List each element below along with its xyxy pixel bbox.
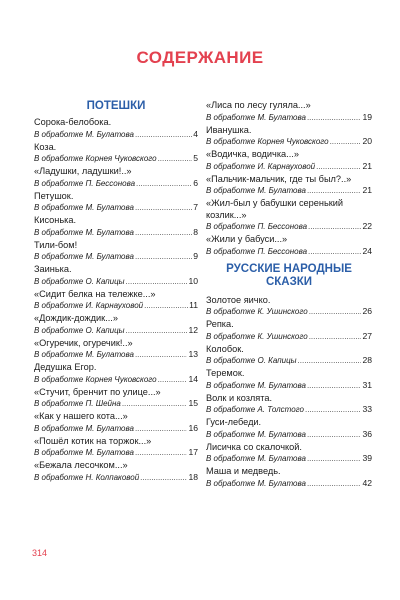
toc-entry-adaptation: В обработке П. Бессонова: [206, 246, 308, 256]
toc-entry-adaptation: В обработке М. Булатова: [206, 380, 306, 390]
toc-entry-page: 8: [193, 226, 198, 237]
toc-entry: [206, 174, 372, 197]
toc-entry-line: [34, 202, 198, 213]
toc-entry-page: 19: [362, 111, 372, 122]
toc-entry-page: 31: [362, 379, 372, 390]
toc-entry-title: «Дождик-дождик...»: [34, 313, 118, 323]
toc-leader-dots: [316, 161, 361, 172]
toc-entry-page: 17: [188, 447, 198, 457]
toc-leader-dots: [330, 136, 362, 147]
toc-entry-title: Сорока-белобока.: [34, 117, 112, 127]
toc-leader-dots: [309, 306, 362, 317]
toc-entry: [34, 313, 198, 336]
toc-entry-line: [206, 453, 372, 464]
toc-entry-title: «Лиса по лесу гуляла...»: [206, 100, 311, 110]
toc-entry-page: 21: [362, 160, 372, 171]
toc-entry-title: Иванушка.: [206, 124, 252, 135]
toc-entry-title: Лисичка со скалочкой.: [206, 441, 302, 452]
page-title: СОДЕРЖАНИЕ: [136, 48, 264, 67]
page-number: 314: [32, 548, 48, 558]
toc-entry-adaptation: В обработке И. Карнауховой: [34, 301, 144, 310]
toc-entry: [206, 100, 372, 123]
toc-entry-line: [206, 185, 372, 196]
toc-entry: [206, 442, 372, 465]
toc-entry-page: 20: [362, 136, 372, 146]
toc-entry-title: Кисонька.: [34, 215, 77, 225]
toc-entry-adaptation: В обработке М. Булатова: [34, 423, 134, 433]
toc-leader-dots: [135, 423, 187, 434]
toc-entry: [34, 338, 198, 361]
toc-entry-adaptation: В обработке М. Булатова: [206, 429, 306, 439]
toc-entry-title: «Водичка, водичка...»: [206, 149, 299, 159]
toc-entry-page: 15: [188, 398, 198, 408]
toc-entry: [206, 295, 372, 318]
toc-entry-adaptation: В обработке И. Карнауховой: [206, 161, 316, 171]
toc-entry-line: [34, 349, 198, 360]
toc-entry-page: 27: [362, 330, 372, 341]
toc-entry: [34, 387, 198, 410]
toc-leader-dots: [307, 429, 361, 440]
toc-entry: [34, 215, 198, 238]
toc-leader-dots: [126, 325, 188, 336]
toc-entry-page: 10: [188, 275, 198, 286]
toc-entry-adaptation: В обработке Н. Колпаковой: [34, 472, 140, 482]
toc-entry-title: Заинька.: [34, 264, 72, 274]
toc-entry-title: Дедушка Егор.: [34, 362, 97, 372]
toc-leader-dots: [136, 178, 192, 189]
toc-entry-adaptation: В обработке Корнея Чуковского: [34, 374, 157, 384]
right-entries-bottom-list: [206, 295, 372, 489]
toc-leader-dots: [158, 374, 188, 385]
toc-leader-dots: [135, 349, 187, 360]
toc-entry-page: 39: [362, 453, 372, 463]
toc-entry-adaptation: В обработке М. Булатова: [34, 203, 134, 212]
toc-entry: [206, 368, 372, 391]
toc-leader-dots: [135, 251, 192, 262]
toc-entry: [206, 393, 372, 416]
toc-entry-adaptation: В обработке К. Ушинского: [206, 331, 308, 341]
toc-entry-page: 16: [188, 422, 198, 433]
toc-entry-line: [206, 404, 372, 415]
toc-entry: [206, 234, 372, 257]
toc-entry: [34, 289, 198, 312]
toc-leader-dots: [135, 447, 187, 458]
section-heading-skazki: РУССКИЕ НАРОДНЫЕ СКАЗКИ: [226, 262, 352, 288]
toc-entry-page: 22: [362, 221, 372, 231]
toc-entry-page: 9: [193, 251, 198, 261]
toc-leader-dots: [140, 472, 187, 483]
section-heading-poteshki: ПОТЕШКИ: [86, 100, 146, 112]
toc-entry-line: [206, 112, 372, 123]
toc-entry-title: «Как у нашего кота...»: [34, 411, 128, 421]
toc-entry-title: Коза.: [34, 141, 57, 152]
toc-entry-title: «Пошёл котик на торжок...»: [34, 435, 152, 446]
toc-leader-dots: [122, 398, 188, 409]
toc-entry-adaptation: В обработке М. Булатова: [34, 448, 134, 457]
toc-entry-title: «Стучит, бренчит по улице...»: [34, 386, 161, 397]
toc-leader-dots: [307, 380, 361, 391]
toc-entry: [34, 362, 198, 385]
toc-entry-adaptation: В обработке М. Булатова: [206, 454, 306, 463]
toc-entry-page: 11: [189, 300, 198, 310]
toc-entry-page: 26: [362, 306, 372, 316]
toc-entry: [34, 191, 198, 214]
toc-entry-line: [34, 227, 198, 238]
toc-entry-page: 33: [362, 404, 372, 414]
toc-leader-dots: [158, 153, 193, 164]
toc-leader-dots: [308, 221, 361, 232]
toc-entry-adaptation: В обработке П. Шейна: [34, 399, 121, 408]
toc-entry-adaptation: В обработке О. Капицы: [34, 276, 125, 286]
toc-entry-adaptation: В обработке П. Бессонова: [34, 178, 136, 188]
toc-entry: [34, 166, 198, 189]
toc-entry: [206, 466, 372, 489]
toc-entry-line: [34, 276, 198, 287]
toc-entry-line: [206, 161, 372, 172]
toc-entry-line: [34, 325, 198, 336]
toc-entry-page: 14: [188, 373, 198, 384]
toc-entry-line: [34, 251, 198, 262]
toc-entry-line: [34, 447, 198, 458]
toc-entry: [34, 436, 198, 459]
toc-entry: [34, 142, 198, 165]
toc-entry-page: 36: [362, 428, 372, 439]
toc-entry: [34, 264, 198, 287]
toc-entry-line: [34, 374, 198, 385]
toc-entry-title: Волк и козлята.: [206, 392, 272, 403]
toc-leader-dots: [298, 355, 362, 366]
toc-entry-title: Золотое яичко.: [206, 294, 271, 305]
toc-entry-adaptation: В обработке М. Булатова: [206, 186, 306, 195]
toc-entry-page: 7: [193, 202, 198, 212]
toc-entry-adaptation: В обработке Корнея Чуковского: [34, 154, 157, 163]
toc-entry-title: «Бежала лесочком...»: [34, 460, 128, 470]
toc-entry-line: [34, 178, 198, 189]
toc-entry-page: 21: [362, 185, 372, 195]
toc-entry-title: «Ладушки, ладушки!..»: [34, 166, 132, 176]
toc-entry-adaptation: В обработке М. Булатова: [206, 478, 306, 488]
toc-entry: [206, 417, 372, 440]
toc-entry-line: [206, 331, 372, 342]
right-column: [206, 100, 372, 491]
toc-entry: [206, 149, 372, 172]
toc-entry-page: 13: [188, 349, 198, 359]
toc-leader-dots: [135, 227, 192, 238]
toc-entry-adaptation: В обработке М. Булатова: [34, 129, 134, 139]
toc-leader-dots: [126, 276, 188, 287]
toc-entry-title: Петушок.: [34, 190, 74, 201]
toc-entry-line: [34, 398, 198, 409]
toc-leader-dots: [309, 331, 362, 342]
toc-entry: [206, 125, 372, 148]
toc-entry-line: [34, 300, 198, 311]
toc-entry-page: 24: [362, 245, 372, 256]
toc-entry-line: [34, 129, 198, 140]
toc-leader-dots: [307, 185, 361, 196]
left-entries-list: [34, 117, 198, 483]
toc-leader-dots: [135, 129, 192, 140]
toc-entry-adaptation: В обработке А. Толстого: [206, 405, 304, 414]
toc-leader-dots: [308, 246, 361, 257]
toc-entry-title: Репка.: [206, 319, 234, 329]
toc-leader-dots: [144, 300, 188, 311]
toc-entry-line: [206, 136, 372, 147]
toc-entry-adaptation: В обработке М. Булатова: [206, 112, 306, 122]
toc-leader-dots: [305, 404, 361, 415]
toc-leader-dots: [135, 202, 192, 213]
left-column: [34, 100, 198, 485]
toc-entry-title: Теремок.: [206, 368, 245, 378]
toc-entry-title: «Жил-был у бабушки серенький козлик...»: [206, 198, 344, 220]
toc-entry-line: [206, 380, 372, 391]
toc-entry-page: 18: [188, 471, 198, 482]
toc-entry: [34, 240, 198, 263]
toc-entry-adaptation: В обработке М. Булатова: [34, 252, 134, 261]
toc-entry-page: 28: [362, 355, 372, 365]
toc-leader-dots: [307, 112, 361, 123]
toc-entry-title: «Жили у бабуси...»: [206, 234, 288, 244]
toc-entry-line: [206, 478, 372, 489]
toc-entry-line: [206, 246, 372, 257]
toc-entry-title: «Огуречик, огуречик!..»: [34, 337, 133, 348]
toc-entry-line: [34, 423, 198, 434]
toc-entry-title: «Пальчик-мальчик, где ты был?..»: [206, 173, 352, 184]
toc-entry-page: 4: [193, 128, 198, 139]
toc-entry-adaptation: В обработке П. Бессонова: [206, 222, 308, 231]
toc-entry: [34, 117, 198, 140]
toc-entry-line: [206, 355, 372, 366]
toc-entry-line: [34, 472, 198, 483]
toc-entry-line: [34, 153, 198, 164]
toc-leader-dots: [307, 453, 361, 464]
toc-entry-adaptation: В обработке Корнея Чуковского: [206, 137, 329, 146]
toc-entry-adaptation: В обработке О. Капицы: [34, 325, 125, 335]
toc-entry: [206, 344, 372, 367]
toc-entry: [34, 460, 198, 483]
toc-entry-adaptation: В обработке О. Капицы: [206, 356, 297, 365]
toc-entry-page: 6: [193, 177, 198, 188]
toc-entry-adaptation: В обработке М. Булатова: [34, 350, 134, 359]
toc-entry-line: [206, 221, 372, 232]
toc-entry-adaptation: В обработке М. Булатова: [34, 227, 134, 237]
toc-leader-dots: [307, 478, 361, 489]
right-entries-top-list: [206, 100, 372, 257]
toc-entry-title: Тили-бом!: [34, 239, 78, 250]
toc-entry-line: [206, 429, 372, 440]
toc-entry-page: 5: [193, 153, 198, 163]
toc-entry: [206, 319, 372, 342]
toc-entry: [34, 411, 198, 434]
toc-entry-page: 42: [362, 477, 372, 488]
toc-entry-adaptation: В обработке К. Ушинского: [206, 307, 308, 316]
toc-entry-title: Гуси-лебеди.: [206, 417, 262, 427]
toc-entry-page: 12: [188, 324, 198, 335]
toc-entry: [206, 198, 372, 232]
toc-entry-title: Маша и медведь.: [206, 466, 281, 476]
toc-entry-title: Колобок.: [206, 343, 244, 354]
toc-entry-title: «Сидит белка на тележке...»: [34, 288, 156, 299]
toc-entry-line: [206, 306, 372, 317]
